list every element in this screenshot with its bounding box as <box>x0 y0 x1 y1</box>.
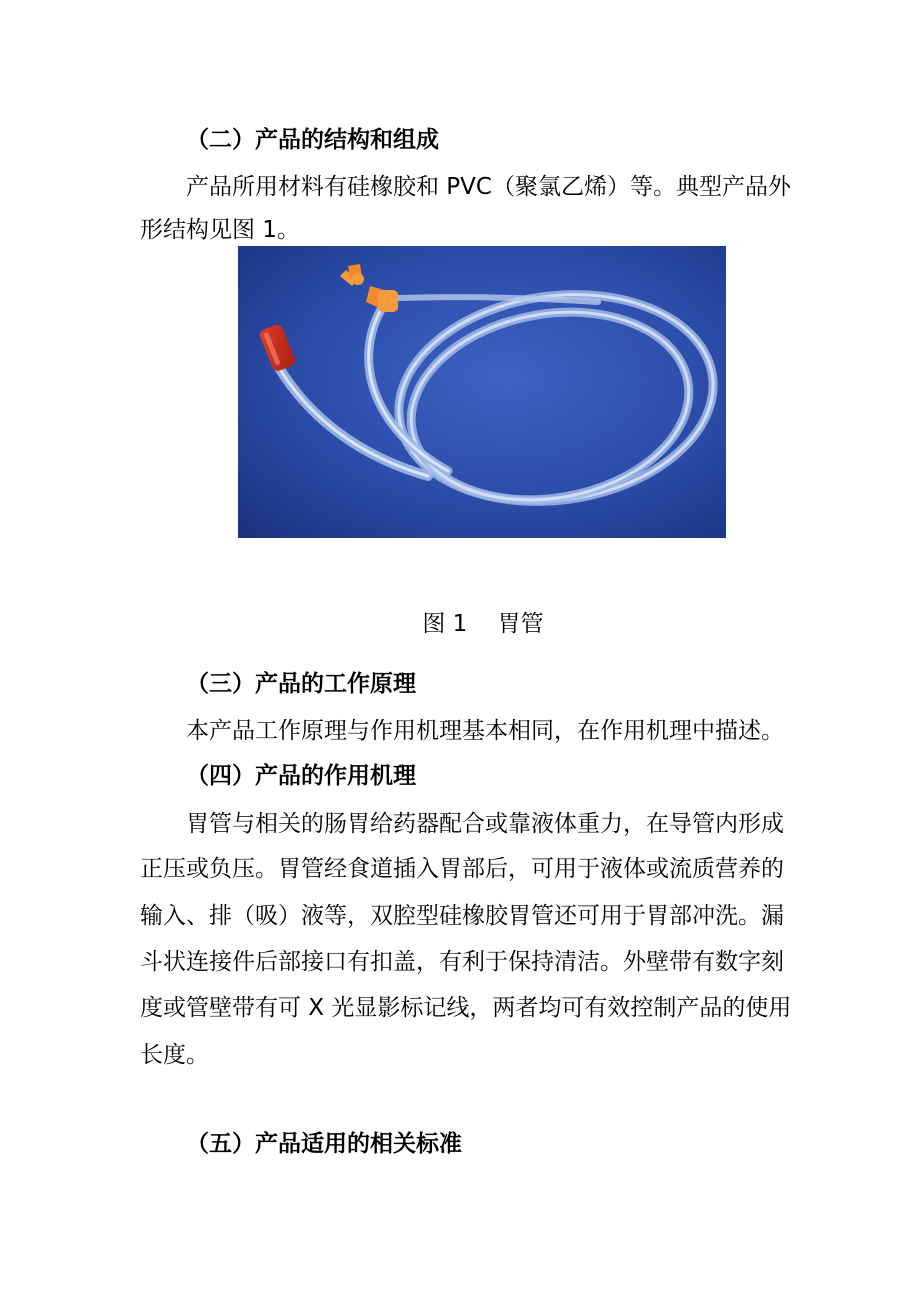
figure-photo-gastric-tube <box>238 246 726 538</box>
paragraph-line: 胃管与相关的肠胃给药器配合或靠液体重力，在导管内形成 <box>186 811 784 837</box>
paragraph-line: 产品所用材料有硅橡胶和 PVC（聚氯乙烯）等。典型产品外 <box>186 174 791 200</box>
paragraph-line: 形结构见图 1。 <box>140 217 300 243</box>
section-heading-mechanism: （四）产品的作用机理 <box>186 763 416 789</box>
paragraph-line: 输入、排（吸）液等，双腔型硅橡胶胃管还可用于胃部冲洗。漏 <box>140 903 784 929</box>
section-heading-working-principle: （三）产品的工作原理 <box>186 671 416 697</box>
paragraph-line: 长度。 <box>140 1042 209 1068</box>
paragraph-line: 正压或负压。胃管经食道插入胃部后，可用于液体或流质营养的 <box>140 856 784 882</box>
paragraph-line: 度或管壁带有可 X 光显影标记线，两者均可有效控制产品的使用 <box>140 995 792 1021</box>
figure-caption: 图 1 胃管 <box>422 611 544 637</box>
section-heading-structure: （二）产品的结构和组成 <box>186 127 439 153</box>
paragraph-line: 本产品工作原理与作用机理基本相同，在作用机理中描述。 <box>186 718 784 744</box>
section-heading-standards: （五）产品适用的相关标准 <box>186 1131 462 1157</box>
paragraph-line: 斗状连接件后部接口有扣盖，有利于保持清洁。外壁带有数字刻 <box>140 949 784 975</box>
